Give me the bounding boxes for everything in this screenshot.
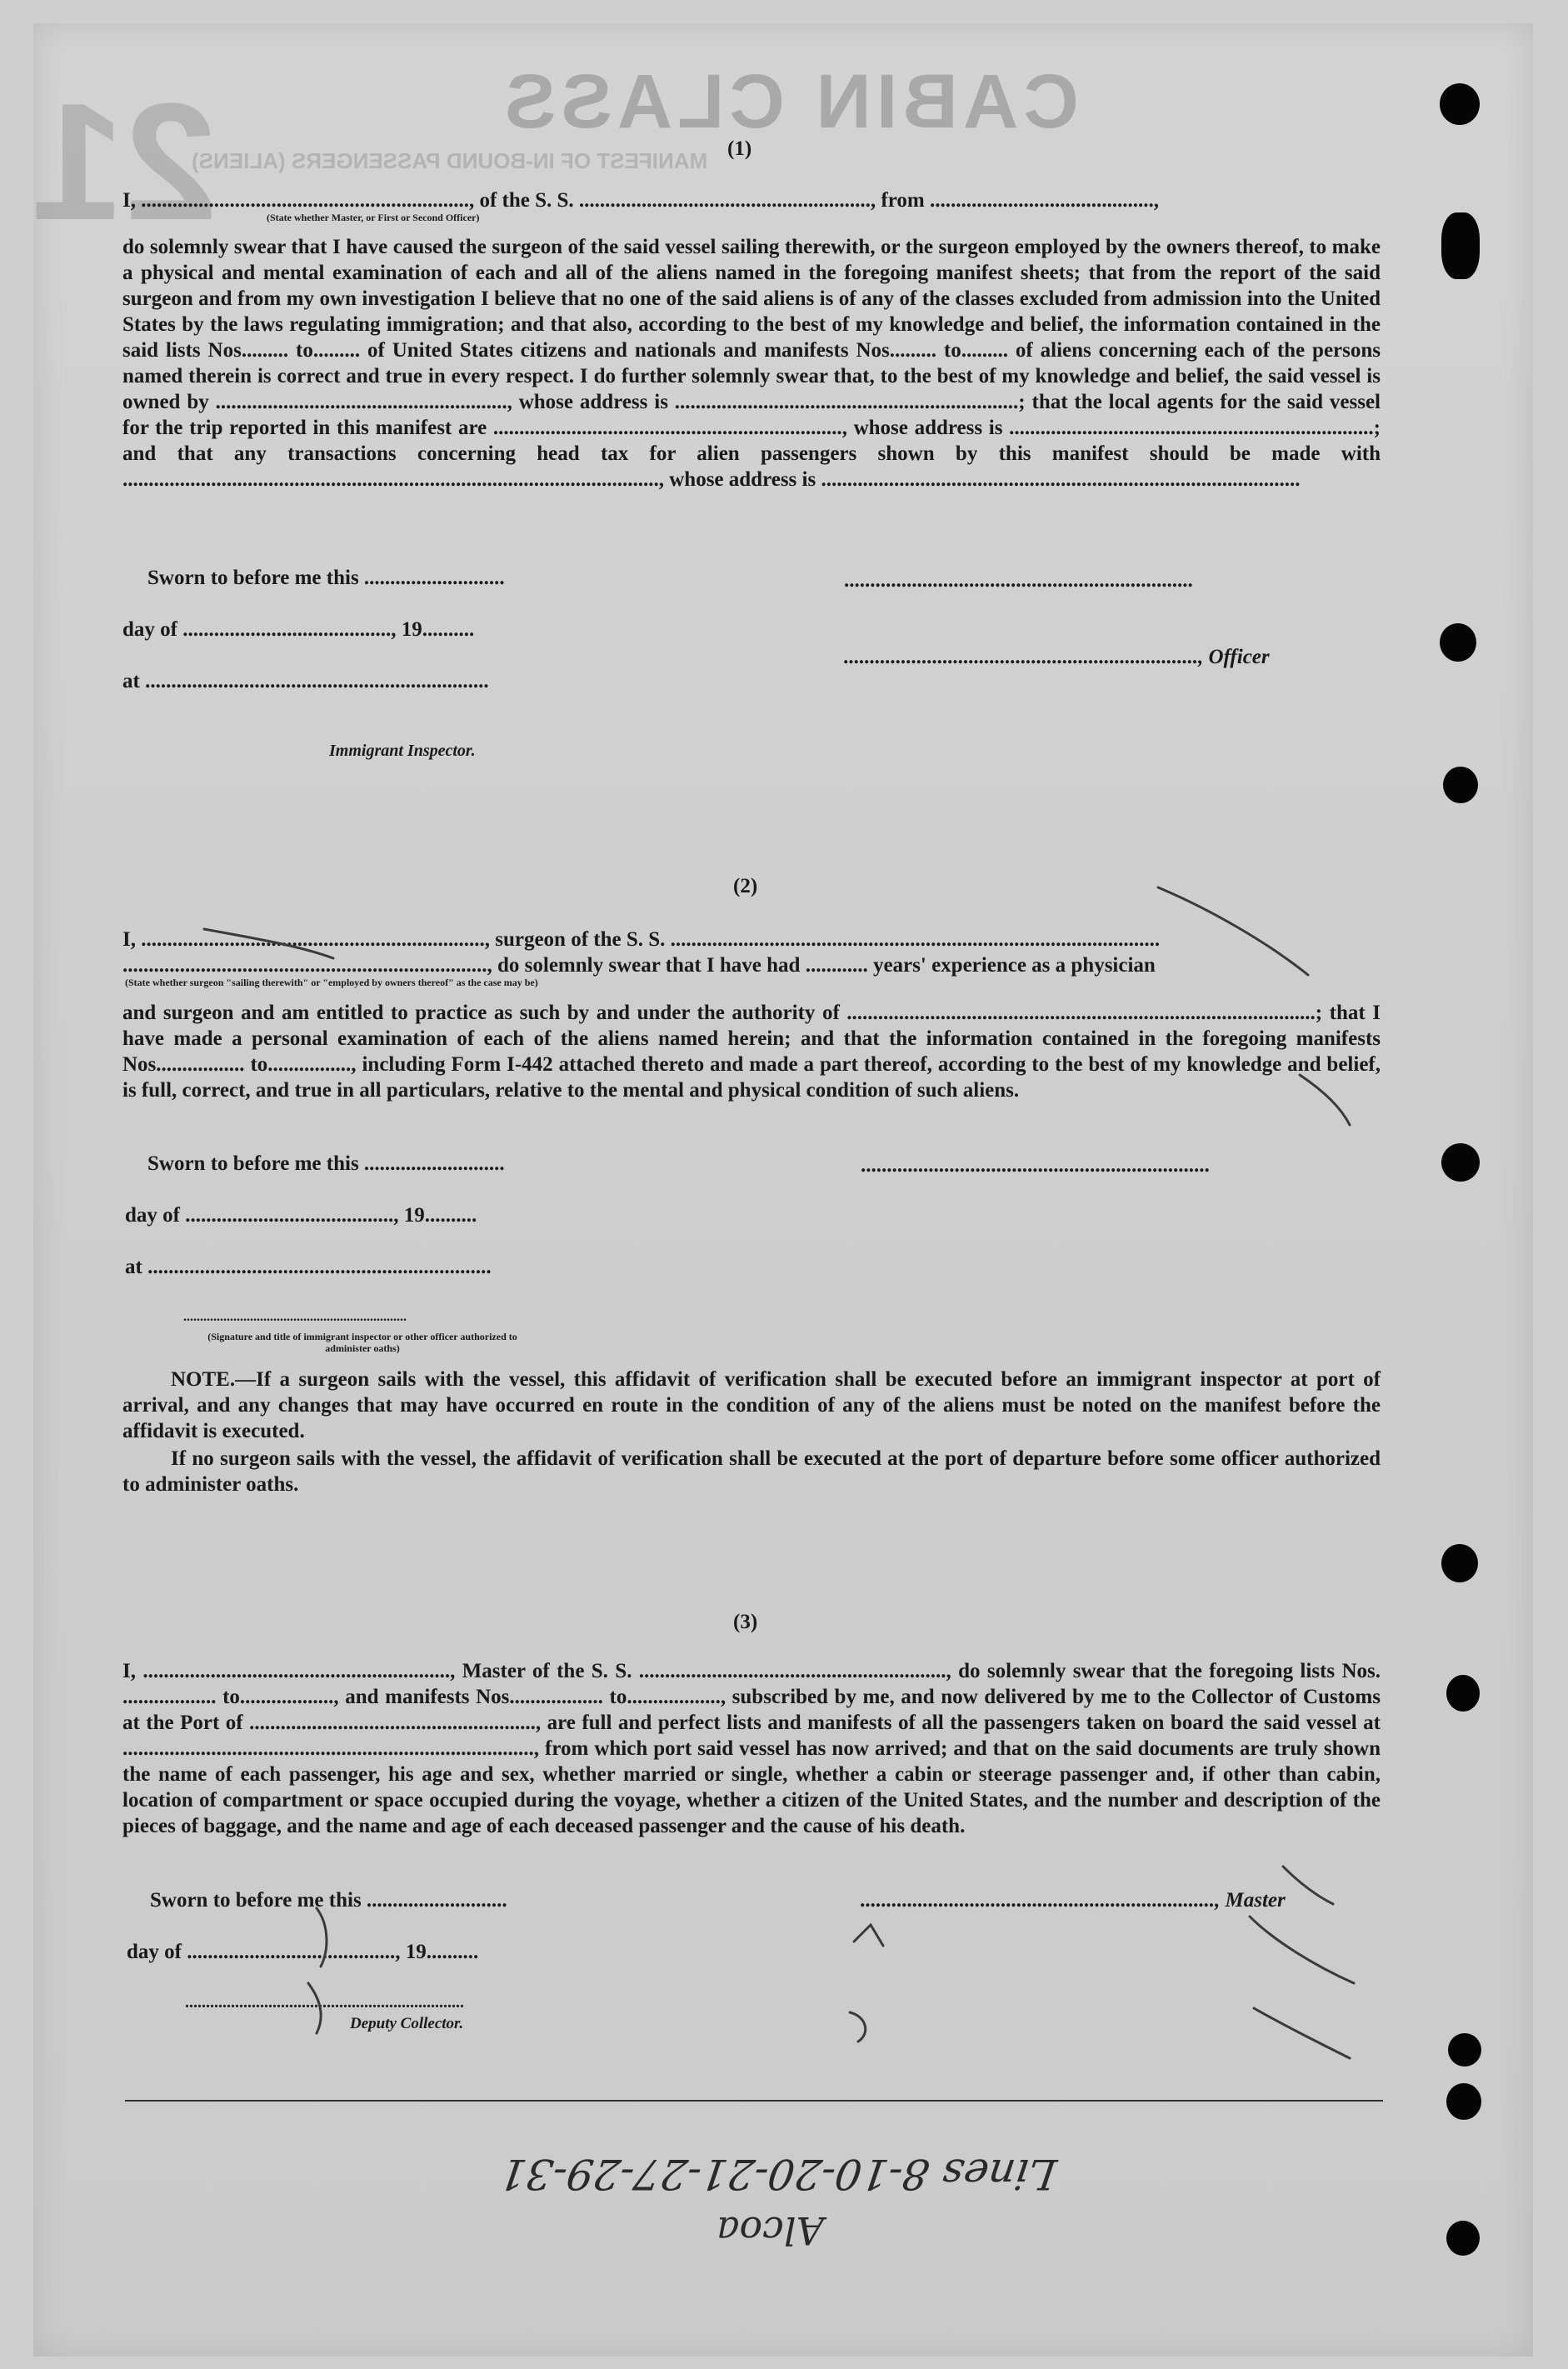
reverse-header-bleed: MANIFEST OF IN-BOUND PASSENGERS (ALIENS): [192, 148, 708, 173]
section-2-oath-body: and surgeon and am entitled to practice as such by and under the authority of ..........................................................................................; that I have made a personal examination of each of the aliens named herein; and that the information contained in the foregoing manifests Nos................. to................, including Form I-442 attached thereto and made a part thereof, according to the best of my knowledge and belief, is full, correct, and true in all particulars, relative to the mental and physical condition of such aliens.: [122, 1002, 1381, 1102]
section-2-experience-line: ......................................................................, do solemnly swear that I have had ............ years' experience as a physician: [122, 954, 1156, 977]
section-2-inspector-caption: (Signature and title of immigrant inspector or other officer authorized to administer oaths): [207, 1331, 517, 1354]
section-1-sworn: Sworn to before me this ...........................: [147, 567, 505, 589]
section-1-oath-body: do solemnly swear that I have caused the surgeon of the said vessel sailing therewith, or the surgeon employed by the owners thereof, to make a physical and mental examination of each and all of the aliens named in the foregoing manifest sheets; that from the report of the said surgeon and from my own investigation I believe that no one of the said aliens is of any of the classes excluded from admission into the United States by the laws regulating immigration; and that also, according to the best of my knowledge and belief, the information contained in the said lists Nos......... to......... of United States citizens and nationals and manifests Nos......... to......... of aliens concerning each of the persons named therein is correct and true in every respect. I do further solemnly swear that, to the best of my knowledge and belief, the said vessel is owned by ........................................................, whose address is ..................................................................; that the local agents for the said vessel for the trip reported in this manifest are ..................................................................., whose address is ......................................................................; and that any transactions concerning head tax for alien passengers shown by this manifest should be made with ......................................................................................................., whose address is ............................................................................................: [122, 236, 1381, 491]
section-1-day: day of ........................................, 19..........: [122, 618, 475, 641]
section-2-surgeon-caption: (State whether surgeon "sailing therewith" or "employed by owners thereof" as the case may be): [125, 977, 538, 988]
section-1-master-caption: (State whether Master, or First or Second Officer): [267, 212, 480, 223]
section-2-day: day of ........................................, 19..........: [125, 1204, 477, 1227]
note-label: NOTE.: [171, 1368, 236, 1391]
section-1-officer: ...................................................................., Officer: [844, 646, 1270, 668]
section-2-officer-signature-line: ...................................................................: [861, 1154, 1210, 1177]
section-3-sworn: Sworn to before me this ...........................: [150, 1889, 507, 1912]
section-3-master: ...................................................................., Master: [861, 1889, 1286, 1912]
section-2-inspector-dots: ...................................................................: [183, 1310, 407, 1324]
handwritten-note-1: Lines 8-10-20-21-27-29-31: [496, 2150, 1060, 2198]
section-2-surgeon-line: I, .................................................................., surgeon of the S. S. ..............................................................................................: [122, 928, 1161, 951]
section-3-oath-body: I, ..........................................................., Master of the S. S. ..........................................................., do solemnly swear that the foregoing lists Nos. .................. to.................., and manifests Nos.................. to.................., subscribed by me, and now delivered by me to the Collector of Customs at the Port of ......................................................., are full and perfect lists and manifests of all the passengers taken on board the said vessel at ..............................................................................., from which port said vessel has now arrived; and that on the said documents are truly shown the name of each passenger, his age and sex, whether married or single, whether a cabin or steerage passenger and, if other than cabin, location of compartment or space occupied during the voyage, whether a citizen of the United States, and the number and description of the pieces of baggage, and the name and age of each deceased passenger and the cause of his death.: [122, 1660, 1381, 1837]
cabin-class-stamp: CABIN CLASS: [500, 59, 1079, 144]
section-3-day: day of ........................................, 19..........: [127, 1941, 479, 1963]
section-1-master-line: I, ..............................................................., of the S. S. ........................................................, from ...........................................,: [122, 189, 1159, 212]
section-3-deputy-title: Deputy Collector.: [350, 2015, 464, 2032]
section-1-officer-signature-line: ...................................................................: [844, 569, 1193, 592]
section-3-deputy-line: ...................................................................: [185, 1993, 464, 2012]
section-2-note-2: If no surgeon sails with the vessel, the affidavit of verification shall be executed at the port of departure before some officer authorized to administer oaths.: [122, 1447, 1381, 1496]
section-2-sworn: Sworn to before me this ...........................: [147, 1152, 505, 1175]
section-2-at: at ..................................................................: [125, 1256, 492, 1278]
manifest-number-stamp: 21: [32, 69, 217, 255]
section-3-number: (3): [733, 1611, 758, 1633]
note-text: —If a surgeon sails with the vessel, this affidavit of verification shall be executed before an immigrant inspector at port of arrival, and any changes that may have occurred en route in the condition of any of the aliens must be noted on the manifest before the affidavit is executed.: [122, 1368, 1381, 1442]
handwritten-note-2: Alcoa: [717, 2208, 824, 2253]
section-1-inspector-title: Immigrant Inspector.: [329, 742, 476, 760]
section-1-number: (1): [727, 137, 752, 160]
section-2-number: (2): [733, 875, 758, 897]
section-1-at: at ..................................................................: [122, 670, 489, 692]
